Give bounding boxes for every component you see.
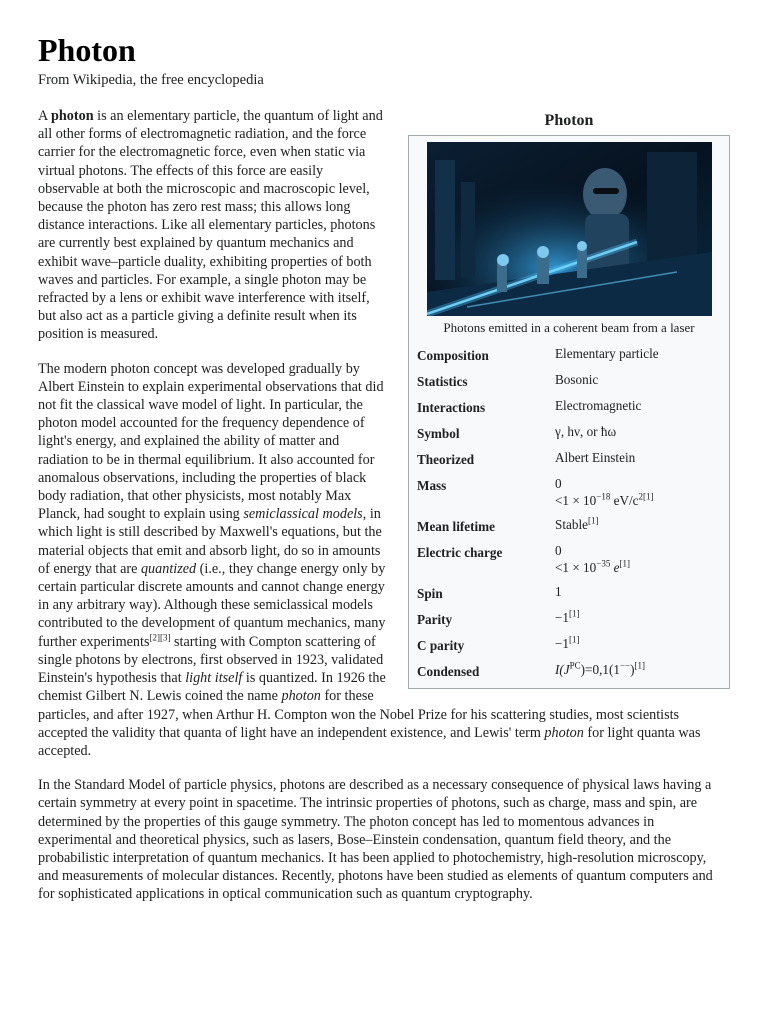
mass-limit-unit-exponent: 2 — [638, 491, 644, 502]
paragraph-text: for light quanta was accepted. — [38, 724, 701, 759]
paragraph-text: for these particles, and after 1927, when Arthur H. Compton won the Nobel Prize for his scattering studies, most scientists accepted the validity that quanta of light have an independent existence, and Lewis' term — [38, 688, 680, 741]
mass-limit — [555, 492, 721, 509]
citation-link[interactable]: [1] — [643, 491, 654, 502]
property-value[interactable]: Electromagnetic — [555, 398, 642, 413]
condensed-exponent: PC — [569, 660, 581, 671]
property-label: C parity — [417, 638, 465, 653]
property-label: Electric charge — [417, 545, 503, 560]
page-title: Photon — [38, 32, 136, 68]
table-row — [417, 658, 721, 684]
bold-term-photon: photon — [51, 108, 94, 124]
italic-photon-2: photon — [544, 724, 584, 741]
property-value — [555, 658, 721, 684]
property-value[interactable]: Albert Einstein — [555, 450, 636, 465]
page-tagline: From Wikipedia, the free encyclopedia — [38, 72, 264, 88]
property-value[interactable]: Bosonic — [555, 372, 599, 387]
property-label: Condensed — [417, 664, 480, 679]
property-value: 1 — [555, 584, 562, 599]
table-row — [417, 513, 721, 539]
property-value — [555, 632, 721, 658]
property-label: Composition — [417, 348, 489, 363]
property-value — [555, 472, 721, 513]
laser-photo-image[interactable] — [427, 142, 712, 316]
mass-limit-base: <1 × 10 — [555, 493, 597, 508]
mass-value: 0 — [555, 476, 562, 491]
paragraph-text: A — [38, 108, 52, 124]
property-value: γ, hν, or ħω — [555, 424, 617, 439]
citation-link[interactable]: [2] — [149, 631, 160, 642]
property-label: Parity — [417, 612, 453, 627]
table-row — [417, 394, 721, 420]
table-row — [417, 539, 721, 580]
citation-link[interactable]: [1] — [634, 660, 646, 671]
citation-link[interactable]: [1] — [569, 608, 580, 619]
table-row — [417, 342, 721, 368]
parity-value: −1 — [555, 610, 570, 625]
properties-table — [417, 342, 721, 684]
standard-model-paragraph: In the Standard Model of particle physics, photons are described as a necessary consequence of physical laws having a certain symmetry at every point in spacetime. The intrinsic properties of photons, such as charge, mass and spin, are determined by the properties of this gauge symmetry. The photon concept has led to momentous advances in experimental and theoretical physics, such as lasers, Bose–Einstein condensation, quantum field theory, and the probabilistic interpretation of quantum mechanics. It has been applied to photochemistry, high-resolution microscopy, and measurements of molecular distances. Recently, photons have been studied as elements of quantum computers and for sophisticated applications in optical communication such as quantum cryptography. — [38, 777, 713, 903]
paragraph-text: is an elementary particle, the quantum of light and all other forms of electromagnetic radiation, and the force carrier for the electromagnetic force, even when static via virtual photons. The effects of this force are easily observable at both the microscopic and macroscopic level, because the photon has zero rest mass; this allows long distance interactions. Like all elementary particles, photons are currently best explained by quantum mechanics and exhibit wave–particle duality, exhibiting properties of both waves and particles. For example, a single photon may be refracted by a lens or exhibit wave interference with itself, but also act as a particle giving a definite result when its position is measured. — [38, 108, 383, 343]
table-row — [417, 606, 721, 632]
charge-limit-exponent: −35 — [596, 558, 611, 569]
citation-link[interactable]: [1] — [587, 515, 599, 526]
property-label: Mean lifetime — [417, 519, 495, 534]
condensed-close: ) — [630, 662, 635, 677]
lifetime-value: Stable — [555, 517, 588, 532]
italic-light-itself: light itself — [185, 670, 243, 687]
image-caption: Photons emitted in a coherent beam from a laser — [443, 320, 695, 335]
property-value — [555, 606, 721, 632]
property-label: Mass — [417, 478, 447, 493]
table-row — [417, 368, 721, 394]
citation-link[interactable]: [3] — [159, 631, 171, 642]
paragraph-text: (i.e., they change energy only by certain particular discrete amounts and cannot change energy in any arbitrary way). Although these semiclassical models contributed to the development of quantum mechanics, many further experiments — [38, 560, 386, 650]
condensed-value: )=0,1(1 — [580, 662, 620, 677]
paragraph-text: starting with Compton scattering of single photons by electrons, first observed in 1923, validated Einstein's hypothesis that — [38, 633, 384, 687]
charge-limit — [555, 559, 721, 576]
italic-photon: photon — [281, 688, 321, 705]
mass-limit-exponent: −18 — [596, 491, 611, 502]
property-value — [555, 539, 721, 580]
condensed-exponent-2: −− — [619, 660, 631, 671]
link-semiclassical-models[interactable]: semiclassical models — [243, 506, 363, 523]
table-row — [417, 420, 721, 446]
charge-limit-base: <1 × 10 — [555, 560, 597, 575]
property-value[interactable]: Elementary particle — [555, 346, 659, 361]
table-row — [417, 580, 721, 606]
property-label: Spin — [417, 586, 443, 601]
property-label: Statistics — [417, 374, 468, 389]
mass-limit-unit: eV/c — [610, 493, 639, 508]
italic-quantized: quantized — [140, 560, 197, 577]
infobox — [408, 107, 730, 689]
table-row — [417, 446, 721, 472]
table-row — [417, 632, 721, 658]
citation-link[interactable]: [1] — [619, 558, 630, 569]
property-label: Theorized — [417, 452, 475, 467]
infobox-title: Photon — [544, 112, 594, 129]
charge-value: 0 — [555, 543, 562, 558]
property-label: Symbol — [417, 426, 460, 441]
table-row — [417, 472, 721, 513]
paragraph-text: is quantized. In 1926 the chemist Gilbert N. Lewis coined the name — [38, 670, 386, 705]
property-label: Interactions — [417, 400, 486, 415]
article-body — [38, 107, 730, 920]
charge-limit-unit[interactable]: e — [610, 560, 620, 575]
c-parity-value: −1 — [555, 636, 570, 651]
paragraph-text: The modern photon concept was developed gradually by Albert Einstein to explain experimental observations that did not fit the classical wave model of light. In particular, the photon model accounted for the frequency dependence of light's energy, and explained the ability of matter and radiation to be in thermal equilibrium. It also accounted for anomalous observations, including the properties of black body radiation, that other physicists, most notably Max Planck, had sought to explain using — [38, 360, 384, 523]
paragraph-text: , in which light is still described by Maxwell's equations, but the material objects that emit and absorb light, do so in amounts of energy that are — [38, 506, 382, 577]
property-value — [555, 513, 721, 539]
citation-link[interactable]: [1] — [569, 634, 580, 645]
condensed-symbol: I(J — [555, 662, 570, 677]
